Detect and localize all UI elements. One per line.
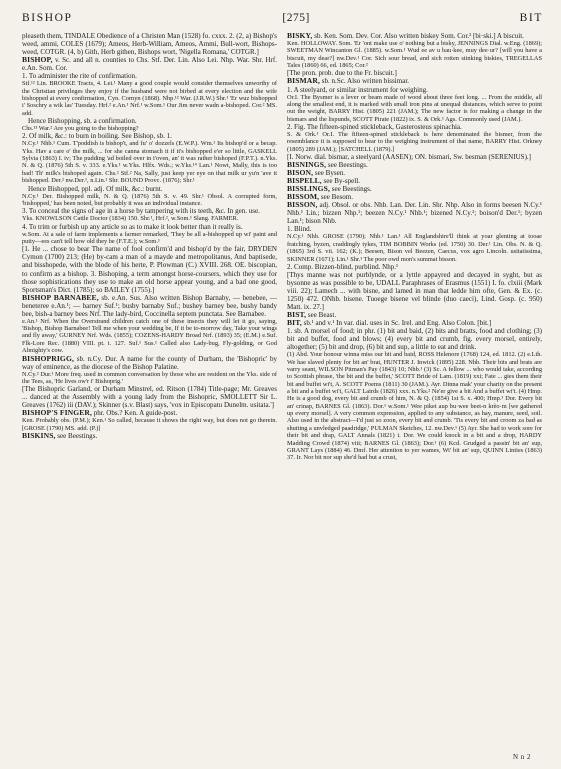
entry-paragraph (287, 225, 542, 233)
entry-paragraph (287, 77, 542, 85)
entry-paragraph (22, 185, 277, 193)
entry-paragraph (287, 131, 542, 153)
headword: BISPELL, (287, 176, 322, 186)
entry-paragraph (287, 201, 542, 225)
headword: BISHOP, (22, 55, 53, 65)
entry-paragraph (22, 432, 277, 440)
entry-paragraph (22, 125, 277, 132)
entry-paragraph (287, 263, 542, 271)
entry-text: sb. n.Cy. Dur. A name for the county of Durham, the 'Bishopric' by way of eminence, as the diocese of the Bishop Palatine. (22, 354, 277, 371)
entry-text: (1) Abd. Your honour winna miss our bit and baid, ROSS Helenore (1768) 124, ed. 1812. (2) e.Lth. We hae slaved plenty for bit an' brat, HUNTER J. Inwick (1895) 228. Nhb. Their bits and brats are varry seant, WILSON Pitman's Pay (1843) 10; Nhb.¹ (3) Sc. A fellow ... who would take, according to Scottish phrase, 'the bit and the buffet,' SCOTT Bride of Lam. (1819) xxi; Fate ... gies them their bit and buffet wi't, A. SCOTT Poems (1811) 30 (JAM.). Ayr. Dinna mak' your charity on the present a bit and a buffet wi't, GALT Lairds (1826) xxx. n.Yks.² Ne'er give a bit And a buffet wi't. (4) Hmp. He is a good dog, every bit and crumb of him, N. & Q. (1854) 1st S. x. 400; Hmp.¹ Dor. Every bit an' crinap, BARNES Gl. (1863). Dor.¹ w.Som.¹ Wee piket aup bu·wee beet-n krèo·m [we gathered up every morsel]. A very common expression, applied to any substance, as hay, manure, seed, soil. Also used in the abstract—I'd just so zoon, every bit and crumb. 'Tis every bit and croom za bad as shutting a unvledged paadridge,' PULMAN Sketches, 12. nw.Dev.¹ (5) Ayr. She had to work sore for their bit and drap, GALT Annals (1821) i. Dor. We could knock in a bit and a drop, HARDY Madding Crowd (1874) viii; BARNES Gl. (1863); Dor.¹ (6) Kcd. Grudged a passin' bit an' sup, GRANT Lays (1884) 46. Dmf. Her attention to yer wames, Wi' bit an' sup, QUINN Linties (1863) 37. Ir. Nor bit nor sup she'd had but a crust, (287, 351, 542, 462)
entry-paragraph (287, 94, 542, 123)
running-head-left: BISHOP (22, 12, 73, 24)
entry-text: Hence Bishopping, sb. a confirmation. (28, 117, 137, 125)
entry-text: see Besom. (319, 193, 353, 202)
headword: BISMAR, (287, 76, 320, 86)
entry-paragraph (22, 56, 277, 72)
entry-text: 1. A steelyard, or similar instrument for weighing. (287, 85, 428, 94)
headword: BISSON, (287, 200, 318, 210)
entry-paragraph (287, 169, 542, 177)
headword: BISSLINGS, (287, 184, 330, 194)
entry-paragraph (22, 385, 277, 409)
headword: BIST, (287, 310, 307, 320)
entry-text: sb.¹ and v.¹ In var. dial. uses in Sc. Irel. and Eng. Also Colon. [bit.] (301, 319, 492, 328)
signature-mark: N n 2 (512, 753, 531, 761)
entry-paragraph (287, 351, 542, 461)
entry-paragraph (287, 311, 542, 319)
headword: BISHOP'S FINGER, (22, 408, 92, 418)
entry-text: v. Sc. and all n. counties to Chs. Stf. Der. Lin. Also Lei. Nhp. War. Shr. Hrf. e.An. Som. Cor. (22, 56, 277, 73)
entry-paragraph (22, 245, 277, 293)
entry-text: see Beast. (306, 311, 337, 320)
right-column (287, 32, 542, 462)
entry-paragraph (22, 132, 277, 140)
entry-paragraph (22, 231, 277, 246)
running-head-right: BIT (519, 12, 543, 24)
running-head (22, 12, 543, 28)
page-number: [275] (282, 12, 310, 24)
entry-paragraph (22, 117, 277, 125)
entry-text: 1. sb. A morsel of food; in phr. (1) bit and baid, (2) bits and bratts, food and clothing; (3) bit and buffet, food and blows; (4) every bit and crumb, fig. every morsel, entirely, altogether; (5) bit and drop, (6) bit and sup, a little to eat and drink. (287, 327, 542, 352)
entry-text: see Beestings. (330, 185, 372, 194)
entry-paragraph (22, 72, 277, 80)
entry-paragraph (22, 32, 277, 56)
entry-text: N.Cy.² Dur.¹ More freq. used in common conversation by those who are resident on the Yks. side of the Tees, as, 'He lives ow'r i' Bishoprig.' (22, 370, 277, 385)
entry-paragraph (22, 223, 277, 231)
entry-paragraph (22, 409, 277, 417)
headword: BISON, (287, 168, 314, 178)
left-column (22, 32, 277, 462)
entry-text: adj. Obsol. or obs. Nhb. Lan. Der. Lin. Shr. Nhp. Also in forms beesen N.Cy.¹ Nhb.¹ Lin.; bizzen Nhp.¹; beezen N.Cy.¹ Nhb.¹; bizened N.Cy.²; boison'd Der.¹; byzen Lan.¹; bison Nhb. (287, 201, 542, 226)
headword: BISSOM, (287, 192, 320, 202)
entry-paragraph (22, 215, 277, 222)
entry-text: Yks. KNOWLSON Cattle Doctor (1834) 150. Shr.¹, Hrf.², w.Som.¹ Slang. FARMER. (22, 215, 239, 223)
entry-paragraph (287, 233, 542, 262)
entry-paragraph (22, 355, 277, 371)
entry-text: 1. To administer the rite of confirmation. (22, 72, 137, 81)
headword: BISHOP BARNABEE, (22, 292, 99, 302)
entry-text: 2. Comp. Bizzen-blind, purblind. Nhp.¹ (287, 262, 399, 271)
entry-text: 4. To trim or furbish up any article so as to make it look better than it really is. (22, 222, 243, 231)
headword: BISKINS, (22, 431, 56, 441)
entry-text: Stf.¹² Lin. BROOKE Tracts, 4. Lei.¹ Many a good couple would consider themselves unworthy of the Christian privileges they enjoy if the husband were not birbed at every election and the wife bishopped at every confirmation, Cyn. Cornyn (1868). Nhp.¹² War. (J.R.W.) Shr.¹ 'Er wuz bishopped i' Soschry a wik las' Tuesday. Hrf.² e.An.¹ Nrf.¹ w.Som.¹ Our Jim never wadn a-bishoped. Cor.² MS. add. (22, 80, 277, 117)
entry-text: N.Cy.¹ Nhb.¹ Cum. T'poddish is bishop't, and fu' o' dozzels (E.W.P.). Wm.¹ Its bishop'd or a becap. Yks. Hav a care o' the milk, ... for she canna stomach it if it's bishopped e'er so little, GASKELL Sylvia (1863) I. iv; The pudding 'ad boiled over in t'oven, an' it was rather bishoped (F.P.T.). n.Yks. N. & Q. (1876) 5th S. v. 333. e.Yks.¹ w.Yks. Hlfx. Wds.; w.Yks.¹⁴ Lan.¹ Nowt, Mally, this is too bad! Th' milk's bishoped again. Chs.² Stf.² Na, Sally, just keep yer eye on that milk ur yu'n 'ave it bishopped. Der.² nw.Der.¹, n.Lin.¹ Shr. BOUND Provc. (1876); Shr.¹ (22, 140, 277, 185)
entry-paragraph (22, 371, 277, 386)
entry-text: 1. Blind. (287, 225, 312, 234)
headword: BISKY, (287, 31, 313, 40)
entry-text: [I. Norw. dial. bismar, a steelyard (AASEN); ON. bismari, Sw. besman (SERENIUS).] (287, 153, 532, 162)
entry-text: S. & Ork.¹ Or.I. The fifteen-spined stickleback is here denominated the bismer, from the resemblance it is supposed to bear to the weighing instrument of that name, BARRY Hist. Orkney (1805) 289 (JAM.); [SATCHELL (1879).] (287, 130, 542, 153)
entry-text: [1. He ... chose to bear The name of fool confirm'd and bishop'd by the fair, DRYDEN Cymon (1700) 213; (He) by-cam a man of a mayde and metropolitanus, And baptisede, and bisshopede, with the blode of his herte, P. Plowman (C.) XVIII. 268. OE. biscopian, to confirm as a bishop. 3. Bishoping, a term amongst horse-coursers, which they use for those sophistications they use to make an old horse appear young, and a bad one good, Sportsman's Dict. (1785); so BAILEY (1755).] (22, 245, 277, 294)
entry-paragraph (287, 40, 542, 69)
entry-paragraph (287, 32, 542, 40)
entry-text: N.Cy.¹ Nhb. GROSE (1790); Nhb.¹ Lan.¹ All Englandshire'll think at yoar glenting at tooae fratching, byzen, craddingly tykes, TIM BOBBIN Works (ed. 1750) 30. Der.¹ Lin. Obs. N. & Q. (1865) 3rd S. vii. 162; (K.); Beesen, Bison vel Beezen, Caecus, vox agro Lincoln. usitatissima, SKINNER (1671); Lin.¹ Shr.¹ The poor owd mon's summat bisson. (287, 233, 542, 263)
entry-text: e.An.¹ Nrf. When the Overstrand children catch one of these insects they will let it go, saying, 'Bishop, Bishop Barnabee! Tell me when your wedding be, If it be to-morrow day, Take your wings and fly away,' GURNEY Nrf. Wds. (1855); COZENS-HARDY Broad Nrf. (1893) 35; (E.M.) e.Suf. Flk-Lore Rec. (1880) VIII. pt. i. 127. Suf.¹ Sus.¹ Called also Lady-bug, Fly-golding, or God Almighty's cow. (22, 317, 277, 355)
entry-paragraph (287, 271, 542, 311)
entry-text: Ken. HOLLOWAY. Som. 'Er 'ont make use o' nothing but a bisky, JENNINGS Dial. w.Eng. (1869); SWEETMAN Wincanton Gl. (1885). w.Som.¹ Wud ee av u bau·kee, muy dee·ur? [will you have a biscuit, my dear?] nw.Dev.¹ Cor. Sich sour bread, and sich rotten stinking biskies, TREGELLAS Tales (1860) 66, ed. 1865; Cor.² (287, 40, 542, 70)
entry-text: sb. n.Sc. Also written bissimar. (319, 77, 410, 86)
entry-paragraph (22, 318, 277, 355)
entry-text: [The Bishopric Garland, or Durham Minstrel, ed. Ritson (1784) Title-page; Mr. Greaves ... danced at the Assembly with a young lady from the Bishopric, SMOLLETT Sir L. Greaves (1762) iii (DAV.); Skinner (s.v. Blast) says, 'vox in Episcopatu Dunelm. usitata.'] (22, 385, 277, 410)
headword: BIT, (287, 318, 302, 328)
entry-text: [The pron. prob. due to the Fr. biscuit.] (287, 69, 397, 78)
entry-text: Hence Bishopped, ppl. adj. Of milk, &c.: burnt. (28, 184, 163, 193)
headword: BISHOPRIGG, (22, 353, 74, 363)
entry-paragraph (22, 140, 277, 184)
entry-text: sb. e.An. Sus. Also written Bishop Barnaby, — benebee, — beneteree e.An.¹; — barney Suf.¹; busby barnaby Suf.; bushey barney bee, bushy bandy bee, bish-a barney bees Nrf. The lady-bird, Coccinella septem punctata. See Barnabee. (22, 293, 277, 318)
entry-text: [Thys manne was not purblynde, or a lyttle appayred and decayed in syght, but as bysonne as was possible to be, UDALL Paraphrases of Erasmus (1551) I. fo. clxiii (Mark viii. 22); Lamech ... with bisne, and lamed in man that ledde him ofte, Gen. & Ex. (c. 1250) 472. ONhb. bisene. Tuoege bisene vel blinde (duo caeci), Lind. Gosp. (c. 950) Matt. ix. 27.] (287, 270, 542, 312)
entry-paragraph (22, 294, 277, 318)
entry-paragraph (22, 207, 277, 215)
entry-text: 2. Fig. The fifteen-spined stickleback, Gasterosteus spinachia. (287, 122, 462, 131)
entry-paragraph (22, 417, 277, 432)
entry-text: sb. Ken. Som. Dev. Cor. Also written biskey Som. Cor.² [bi·ski.] A biscuit. (312, 32, 524, 40)
entry-paragraph (22, 80, 277, 117)
entry-text: 3. To conceal the signs of age in a horse by tampering with its teeth, &c. In gen. use. (22, 207, 260, 216)
entry-text: see Beestings. (326, 161, 368, 170)
entry-paragraph (287, 161, 542, 169)
entry-paragraph (287, 86, 542, 94)
entry-text: pleaseth them, TINDALE Obedience of a Christen Man (1528) fo. cxxx. 2. (2, a) Bishop's weed, ammi, COLES (1679); Ameos, Herb-William, Ameos, Ammi, Bull-wort, Bishops-weed, COTGR. (4, b) Gith, Herb githen, Bishops wort, 'Nigella Romana,' COTGR.] (22, 32, 277, 57)
entry-text: N.Cy.¹ Der. Bishopped milk, N. & Q. (1876) 5th S. v. 49. Shr.¹ Obsol. A corrupted form, 'bishopped,' has been noted, but probably it was an individual instance. (22, 192, 277, 207)
entry-text: 2. Of milk, &c.: to burn in boiling. See Bishop, sb. 1. (22, 132, 172, 141)
entry-text: w.Som. At a sale of farm implements a farmer remarked, 'They be all a-bishopped up wi' paint and putty—ees can't tell how old they be (F.T.E.); w.Som.¹ (22, 230, 277, 246)
entry-text: see By-spell. (321, 177, 360, 186)
headword: BISNINGS, (287, 160, 327, 170)
entry-text: see Beestings. (55, 432, 98, 441)
entry-paragraph (22, 193, 277, 208)
entry-text: Ken. Probably obs. (P.M.); Ken.¹ So called, because it shows the right way, but does not go therein. [GROSE (1790) MS. add. (P.)] (22, 417, 277, 432)
entry-paragraph (287, 319, 542, 327)
text-columns (22, 32, 543, 462)
entry-text: phr. Obs.? Ken. A guide-post. (91, 409, 178, 418)
entry-text: Chs.¹³ War.² Are you going to the bishopping? (22, 125, 139, 133)
entry-paragraph (287, 123, 542, 131)
entry-text: see Bysen. (313, 169, 346, 178)
entry-text: Or.I. The Bysmer is a lever or beam made of wood about three feet long. ... From the middle, all along the smallest end, it is marked with small iron pins at unequal distances, which serve to point out the weight, BARRY Hist. (1805) 221 (JAM.); The new factor is for making a change in the bismars and the lispunds, SCOTT Pirate (1822) ix. S. & Ork.¹ Ags. Commonly used (JAM.). (287, 93, 542, 123)
entry-paragraph (287, 327, 542, 351)
